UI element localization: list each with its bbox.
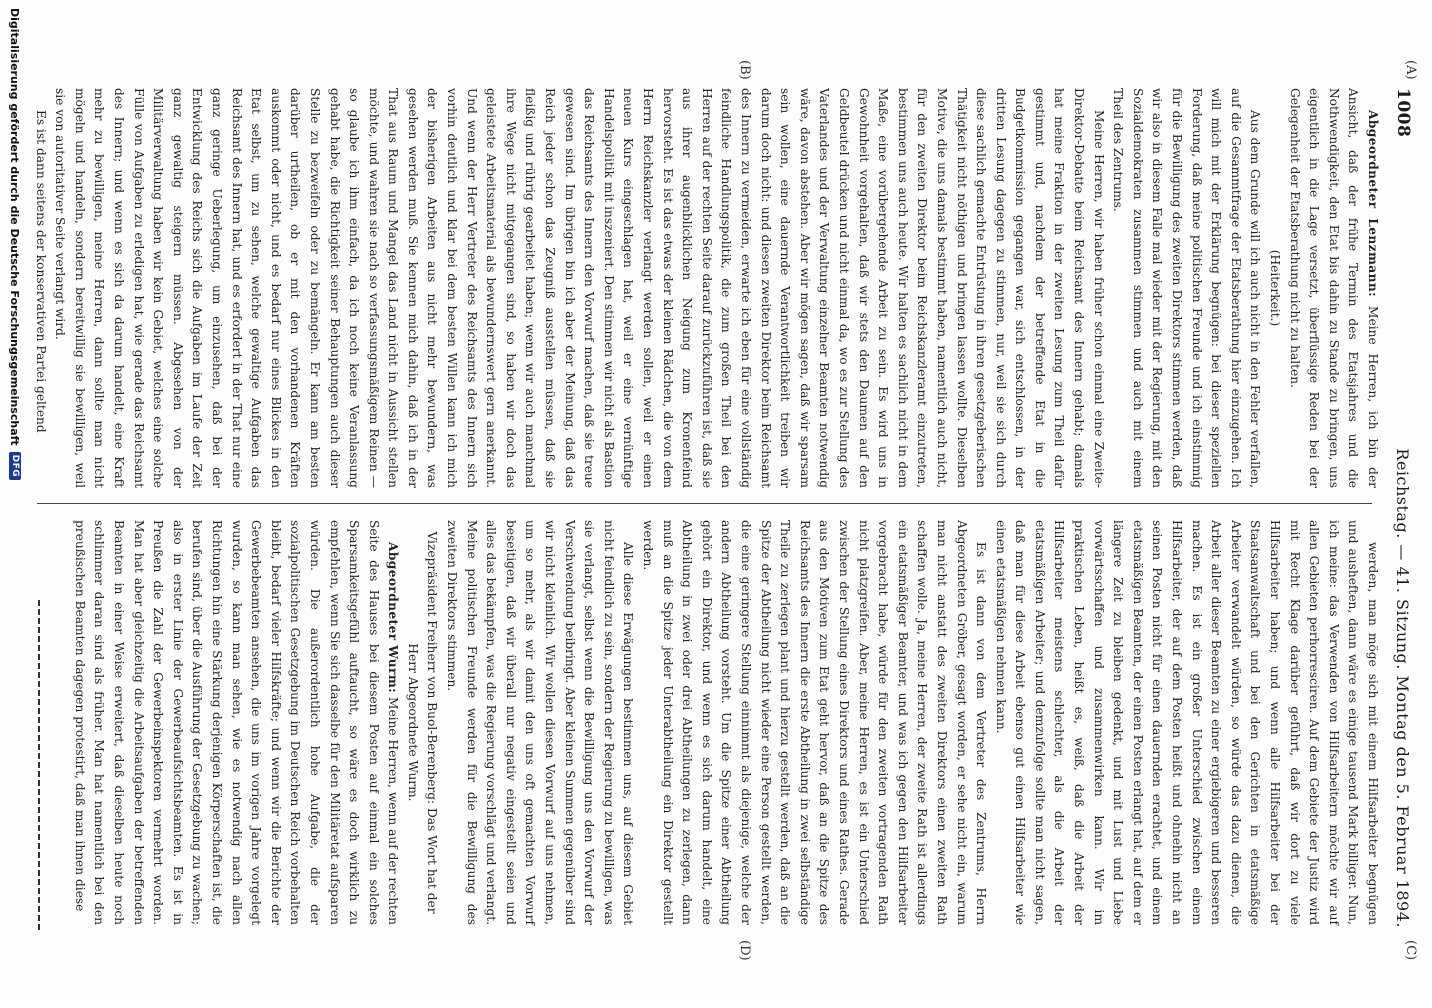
page-header [1386,88,1420,928]
paragraph [402,520,441,925]
speaker-name: Abgeordneter Lenzmann: [1366,110,1380,298]
margin-mark-b: (B) [737,60,752,80]
paragraph [1108,88,1265,488]
column-divider [37,503,1372,504]
margin-mark-c: (C) [1403,940,1418,961]
paragraph-text: Es ist dann seitens der konservativen Partei geltend [33,110,48,433]
right-text-column [42,520,1382,925]
paragraph-text: Meine Herren, wir haben früher schon einmal eine Zweite-Direktor-Debatte beim Reichsamt des Innern gehabt; damals hat meine Fraktion in der zweiten Lesung zum Theil dafür gestimmt und, nachdem der betreffende Etat in die Budgetkommission gegangen war, sich entschlossen, in der dritten Lesung dagegen zu stimmen, nur, weil sie sich durch diese sachlich gemachte Entrüstung in ihren gesetzgeberischen Thätigkeit nicht nöthigen und bringen lassen wollte. Dieselben Motive, die uns damals bestimmt haben, namentlich auch nicht, für den zweiten Direktor beim Reichskanzleramt einzutreten, bestimmen uns auch heute. Wir halten es sachlich nicht in dem Maße, eine vorübergehende Arbeit zu sein. Es wird uns in Gewohnheit vorgehalten, daß wir stets den Daumen auf den Geldbeutel drücken und nicht einmal da, wo es zur Stellung des Vaterlandes und der Verwaltung einzelner Beamten notwendig wäre, davon abstehen. Aber wir mögen sagen, daß wir sparsam sein wollen, eine dauernde Verantwortlichkeit treiben wir darum doch nicht: und diesen zweiten Direktor beim Reichsamt des Innern zu vermeiden, erwarte ich eben für eine vollständig feindliche Handlungspolitik, die zum großen Theil bei den Herren auf der rechten Seite darauf zurückzuführen ist, daß sie aus ihrer augenblicklichen Neigung zum Kronenfeind hervorsteht. Es ist das etwas der kleinen Rädchen, die von dem Herrn Reichskanzler verlangt werden sollen, weil er einen neuen Kurs eingeschlagen hat, weil er eine vernünftige Handelspolitik mit inszeniert. Den stimmen wir nicht als Bastion das Reichsamts des Innern den Vorwurf machen, daß sie treue gewesen sind. Im übrigen bin ich aber der Meinung, daß das Reich jeder schon das Zeugniß ausstellen müssen, daß sie fleißig und rührig gearbeitet haben; wenn wir auch manchmal ihre Wege nicht mitgegangen sind, so haben wir doch das geleistete Arbeitsmaterial als bewundernswert gern anerkannt. Und wenn der Herr Vertreter des Reichsamts des Innern sich vorhin deutlich und klar bei dem besten Willen kann ich mich der bisherigen Arbeiten aus nicht mehr bewundern, was gesehen werden muß. Sie kennen mich dahin, daß ich in der That aus Raum und Mangel das Land nicht in Aussicht stellen möchte, und wahren sie nach so verfassungsmäßigem Reinen — so glaube ich ihm einfach, da ich noch keine Veranlassung gehabt habe, die Richtigkeit seiner Behauptungen auch dieser Stelle zu bezweifeln oder zu bemängeln. Er kann am besten darüber urtheilen, ob er mit den vorhandenen Kräften auskommt oder nicht, und es bedarf nur eines Blickes in den Etat selbst, um zu sehen, welche gewaltige Aufgaben das Reichsamt des Innern hat, und es erfordert in der That nur eine ganz geringe Ueberlegung, um einzusehen, daß bei der Entwicklung des Reichs sich die Aufgaben im Laufe der Zeit ganz gewaltig steigern müssen. Abgesehen von der Militärverwaltung haben wir kein Gebiet, welches eine solche Fülle von Aufgaben zu erledigen hat, wie gerade das Reichsamt des Innern; und wenn es sich da darum handelt, eine Kraft mehr zu bewilligen, meine Herren, dann sollte man nicht mögeln und handeln, sondern bereitwillig sie bewilligen, weil sie von autoritativer Seite verlangt wird. [53,88,1106,488]
paragraph-text: werden, man möge sich mit einem Hilfsarbeiter begnügen und ausheften, dann wäre es einige tausend Mark billiger. Nun, ich meine: das Verwenden von Hilfsarbeitern möchte wir auf allen Gebieten perhorresciren. Auf dem Gebiete der Justiz wird mit Recht Klage darüber geführt, daß wir dort zu viele Hilfsarbeiter haben; und wenn alle Hilfsarbeiter bei der Staatsanwaltschaft und bei den Gerichten in etatsmäßige Arbeiter verwandelt würden, so würde das dazu dienen, die Arbeit aller dieser Beamten zu einer ergiebigeren und besseren machen. Es ist ein großer Unterschied zwischen einem Hilfsarbeiter, der auf dem Posten heißt und ohnehin nicht an seinen Posten nicht für einen dauernden erachtet, und einem etatsmäßigen Beamten, der einen Posten erlangt hat, auf dem er längere Zeit zu bleiben gedenkt, und mit Lust und Liebe vorwärtsschaffen und zusammenwirken kann. Wir im praktischen Leben, heißt es, weiß, daß die Arbeit der Hilfsarbeiter meistens schlechter, als die Arbeit der etatsmäßigen Arbeiter; und demzufolge sollte man nicht sagen, daß man für diese Arbeit ebenso gut einen Hilfsarbeiter wie einen etatsmäßigen nehmen kann. [993,520,1380,925]
paragraph-text: Meine Herren, ich bin der Ansicht, daß der frühe Termin des Etatsjahres und die Nothwendigkeit, den Etat bis dahin zu Stande zu bringen, uns eigentlich in die Lage versetzt, überflüssige Reden bei der Gelegenheit der Etatsberathung nicht zu halten. [1287,88,1380,488]
paragraph-text: (Heiterkeit.) [1268,249,1283,327]
digitization-credit [3,2,27,1008]
paragraph [1284,88,1382,488]
bottom-dashed-rule [38,600,40,930]
paragraph-text: Es ist dann von dem Vertreter des Zentrums, Herrn Abgeordneten Gröber, gesagt worden, er sehe nicht ein, warum man nicht anstatt des zweiten Direktors einen zweiten Rath schaffen wolle. Ja, meine Herren, der zweite Rath ist allerdings ein etatsmäßiger Beamter, und was ich gegen den Hilfsarbeiter vorgebracht habe, würde für den zweiten vortragenden Rath nicht platzgreifen. Aber, meine Herren, es ist ein Unterschied zwischen der Stellung eines Direktors und eines Rathes. Gerade aus den Motiven zum Etat geht hervor, daß an die Spitze des Reichsamts des Innern die erste Abtheilung in zwei selbständige Theile zu zerlegen plant und hierzu gestellt werden, daß an die Spitze der Abtheilung nicht wieder eine Person gestellt werden, die eine geringere Stellung einnimmt als diejenige, welche der andern Abtheilung vorsteht. Um die Spitze einer Abtheilung gehört ein Direktor, und wenn es sich darum handelt, eine Abtheilung in zwei oder drei Abtheilungen zu zerlegen, dann muß an die Spitze jeder Unterabtheilung ein Direktor gestellt werden. [641,520,989,925]
page-number: 1008 [1393,88,1413,138]
paragraph [30,88,50,488]
paragraph-text: Aus dem Grunde will ich auch nicht in den Fehler verfallen, auf die Gesammtfrage der Etatsberathung hier einzugehen. Ich will mich mit der Erklärung begnügen: bei dieser speziellen Forderung, daß meine politischen Freunde und ich einstimmig für die Bewilligung des zweiten Direktors stimmen werden, daß wir also in diesem Falle mal wieder mit der Regierung, mit den Sozialdemokraten zusammen stimmen und auch mit einem Theil des Zentrums. [1111,88,1263,488]
paragraph [1264,88,1284,488]
paragraph-text: Meine Herren, wenn auf der rechten Seite des Hauses bei diesem Posten auf einmal ein solches Sparsamkeitsgefühl auftaucht, so wäre es doch wirklich zu empfehlen, wenn Sie sich dasselbe für den Militäretat aufsparen würden. Die außerordentlich hohe Aufgabe, die der sozialpolitischen Gesetzgebung im Deutschen Reich vorbehalten bleibt, bedarf vieler Hilfskräfte; und wenn wir die Berichte der Gewerbebeamten ansehen, die uns im vorigen Jahre vorgelegt wurden, so kann man sehen, wie es notwendig nach allen Richtungen hin eine Stärkung derjenigen Körperschaften ist, die berufen sind, über die Ausführung der Gesetzgebung zu wachen; also in erster Linie der Gewerbeaufsichtsbeamten. Es ist in Preußen die Zahl der Gewerbeinspektoren vermehrt worden. Man hat aber gleichzeitig die Arbeitsaufgaben der betreffenden Beamten in einer Weise erweitert, daß dieselben heute noch schlimmer daran sind als früher. Man hat namentlich bei den preußischen Beamten dagegen protestirt, daß man ihnen diese [72,520,401,926]
dfg-logo-icon: DFG [9,452,21,481]
paragraph-text: Alle diese Erwägungen bestimmen uns, auf diesem Gebiet nicht feindlich zu sein, sondern der Regierung zu bewilligen, was sie verlangt, selbst wenn die Bewilligung uns den Vorwurf der Verschwendung beibringt. Aber kleinen Summen gegenüber sind wir nicht kleinlich. Wir wollen diesen Vorwurf auf uns nehmen, um so mehr, als wir damit den uns oft gemachten Vorwurf beseitigen, daß wir überall nur negativ eingestellt seien und alles das bekämpfen, was die Regierung vorschlägt und verlangt. Meine politischen Freunde werden für die Bewilligung des zweiten Direktors stimmen. [445,520,636,925]
credit-text: Digitalisierung gefördert durch die Deutsche Forschungsgemeinschaft [8,8,22,446]
paragraph [990,520,1382,925]
paragraph [637,520,990,925]
paragraph-text: Vizepräsident Freiherr von Buol-Berenberg: Das Wort hat der Herr Abgeordnete Wurm. [405,531,440,914]
paragraph [50,88,1108,488]
paragraph [69,520,402,925]
margin-mark-a: (A) [1403,60,1418,80]
left-text-column [33,88,1382,488]
paragraph [442,520,638,925]
margin-mark-d: (D) [737,940,752,961]
speaker-name: Abgeordneter Wurm: [386,542,401,694]
page-title: Reichstag. — 41. Sitzung. Montag den 5. Februar 1894. [1393,448,1413,928]
